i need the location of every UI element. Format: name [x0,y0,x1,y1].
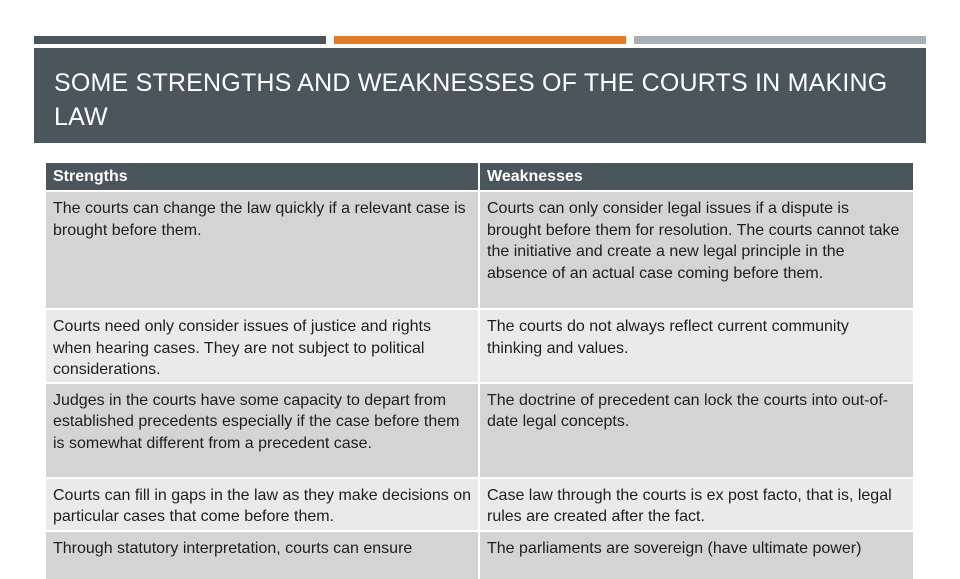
accent-bar-dark [34,36,326,44]
weakness-cell: The courts do not always reflect current community thinking and values. [479,309,914,383]
strength-cell: The courts can change the law quickly if a relevant case is brought before them. [46,191,479,309]
header-strengths: Strengths [46,163,479,191]
strength-cell: Judges in the courts have some capacity to depart from established precedents especially if the case before them is somewhat different from a precedent case. [46,383,479,478]
table-row [46,383,914,478]
slide-title: SOME STRENGTHS AND WEAKNESSES OF THE COURTS IN MAKING LAW [54,69,888,131]
strength-cell: Courts can fill in gaps in the law as they make decisions on particular cases that come before them. [46,478,479,531]
weakness-cell: Case law through the courts is ex post facto, that is, legal rules are created after the fact. [479,478,914,531]
weakness-cell: The doctrine of precedent can lock the courts into out-of-date legal concepts. [479,383,914,478]
title-band [34,48,926,143]
table-row [46,309,914,383]
accent-bar-gray [634,36,926,44]
table-header-row [46,163,914,191]
header-weaknesses: Weaknesses [479,163,914,191]
table-row [46,531,914,579]
weakness-cell: The parliaments are sovereign (have ultimate power) [479,531,914,579]
weakness-cell: Courts can only consider legal issues if a dispute is brought before them for resolution. The courts cannot take the initiative and create a new legal principle in the absence of an actual case coming before them. [479,191,914,309]
accent-bar-orange [334,36,626,44]
strength-cell: Courts need only consider issues of justice and rights when hearing cases. They are not subject to political considerations. [46,309,479,383]
table-row [46,191,914,309]
strength-cell: Through statutory interpretation, courts can ensure [46,531,479,579]
strengths-weaknesses-table [46,163,915,579]
table-row [46,478,914,531]
